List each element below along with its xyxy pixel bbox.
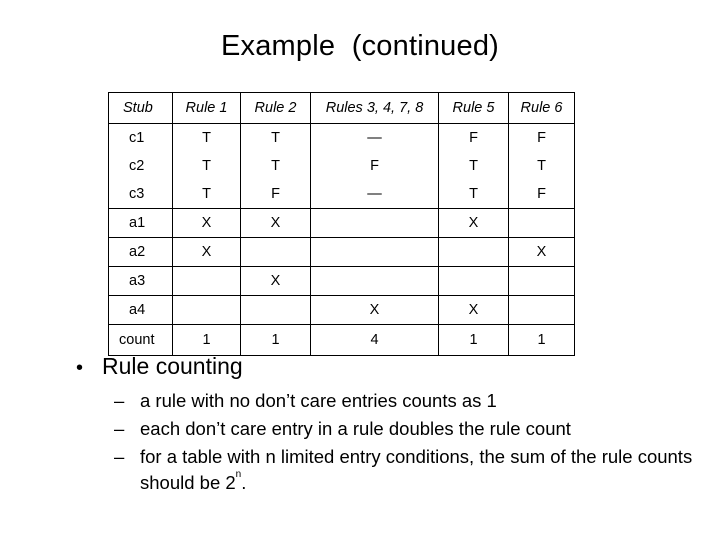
bullet-list	[76, 350, 696, 498]
table-cell: F	[241, 180, 311, 209]
table-cell	[241, 296, 311, 325]
table-cell: 4	[311, 325, 439, 356]
table-cell: —	[311, 124, 439, 153]
sub-bullet-item	[114, 444, 696, 496]
action-row-a4	[109, 296, 575, 325]
table-cell: T	[509, 152, 575, 180]
table-cell: 1	[439, 325, 509, 356]
table-cell: X	[439, 296, 509, 325]
stub-cell: c1	[109, 124, 173, 153]
table-cell: F	[311, 152, 439, 180]
bullet-text: Rule counting	[102, 353, 243, 379]
table-cell: F	[509, 180, 575, 209]
dash-icon: –	[114, 418, 125, 439]
table-cell: X	[509, 238, 575, 267]
table-cell: T	[173, 124, 241, 153]
sub-bullet-text: a rule with no don’t care entries counts as 1	[140, 390, 497, 411]
stub-cell: count	[109, 325, 173, 356]
sum-text: for a table with n limited entry conditions, the sum of the rule counts should be 2	[140, 446, 693, 493]
table-cell: X	[439, 209, 509, 238]
table-cell: X	[173, 209, 241, 238]
table-cell	[509, 209, 575, 238]
table-cell	[439, 238, 509, 267]
sub-bullet-list	[114, 388, 696, 496]
table-cell	[439, 267, 509, 296]
table-header-row	[109, 93, 575, 124]
bullet-item-rule-counting	[76, 350, 696, 384]
decision-table	[108, 92, 575, 356]
table-cell	[311, 209, 439, 238]
table-cell: T	[241, 124, 311, 153]
dash-icon: –	[114, 390, 125, 411]
action-row-a3	[109, 267, 575, 296]
table-cell	[311, 267, 439, 296]
superscript-n: n	[235, 469, 242, 480]
table-cell	[173, 267, 241, 296]
header-rule-6: Rule 6	[509, 93, 575, 124]
sub-bullet-item	[114, 416, 696, 442]
stub-cell: a3	[109, 267, 173, 296]
table-cell: T	[439, 180, 509, 209]
condition-row-c2	[109, 152, 575, 180]
stub-cell: a4	[109, 296, 173, 325]
table-cell: F	[509, 124, 575, 153]
table-cell: F	[439, 124, 509, 153]
table-cell	[509, 267, 575, 296]
table-cell: —	[311, 180, 439, 209]
table-cell	[241, 238, 311, 267]
table-cell: X	[241, 209, 311, 238]
stub-cell: a1	[109, 209, 173, 238]
table-cell: T	[173, 180, 241, 209]
table-cell: X	[311, 296, 439, 325]
bullet-dot-icon: •	[76, 357, 84, 379]
action-row-a1	[109, 209, 575, 238]
stub-cell: a2	[109, 238, 173, 267]
condition-row-c3	[109, 180, 575, 209]
sub-bullet-text: each don’t care entry in a rule doubles the rule count	[140, 418, 571, 439]
table-cell: 1	[509, 325, 575, 356]
table-cell	[173, 296, 241, 325]
table-cell: 1	[241, 325, 311, 356]
table-cell: 1	[173, 325, 241, 356]
stub-cell: c2	[109, 152, 173, 180]
stub-cell: c3	[109, 180, 173, 209]
table-cell: T	[173, 152, 241, 180]
trailing-period: .	[241, 472, 247, 493]
table-cell	[509, 296, 575, 325]
dash-icon: –	[114, 446, 125, 467]
condition-row-c1	[109, 124, 575, 153]
table-cell: X	[241, 267, 311, 296]
table-cell: T	[241, 152, 311, 180]
sub-bullet-item	[114, 388, 696, 414]
slide-title: Example (continued)	[220, 30, 500, 62]
table-cell: X	[173, 238, 241, 267]
header-rules-3-4-7-8: Rules 3, 4, 7, 8	[311, 93, 439, 124]
header-rule-5: Rule 5	[439, 93, 509, 124]
header-rule-2: Rule 2	[241, 93, 311, 124]
action-row-a2	[109, 238, 575, 267]
table-cell	[311, 238, 439, 267]
header-stub: Stub	[109, 93, 173, 124]
sub-bullet-text-sum	[140, 444, 696, 496]
table-cell: T	[439, 152, 509, 180]
header-rule-1: Rule 1	[173, 93, 241, 124]
